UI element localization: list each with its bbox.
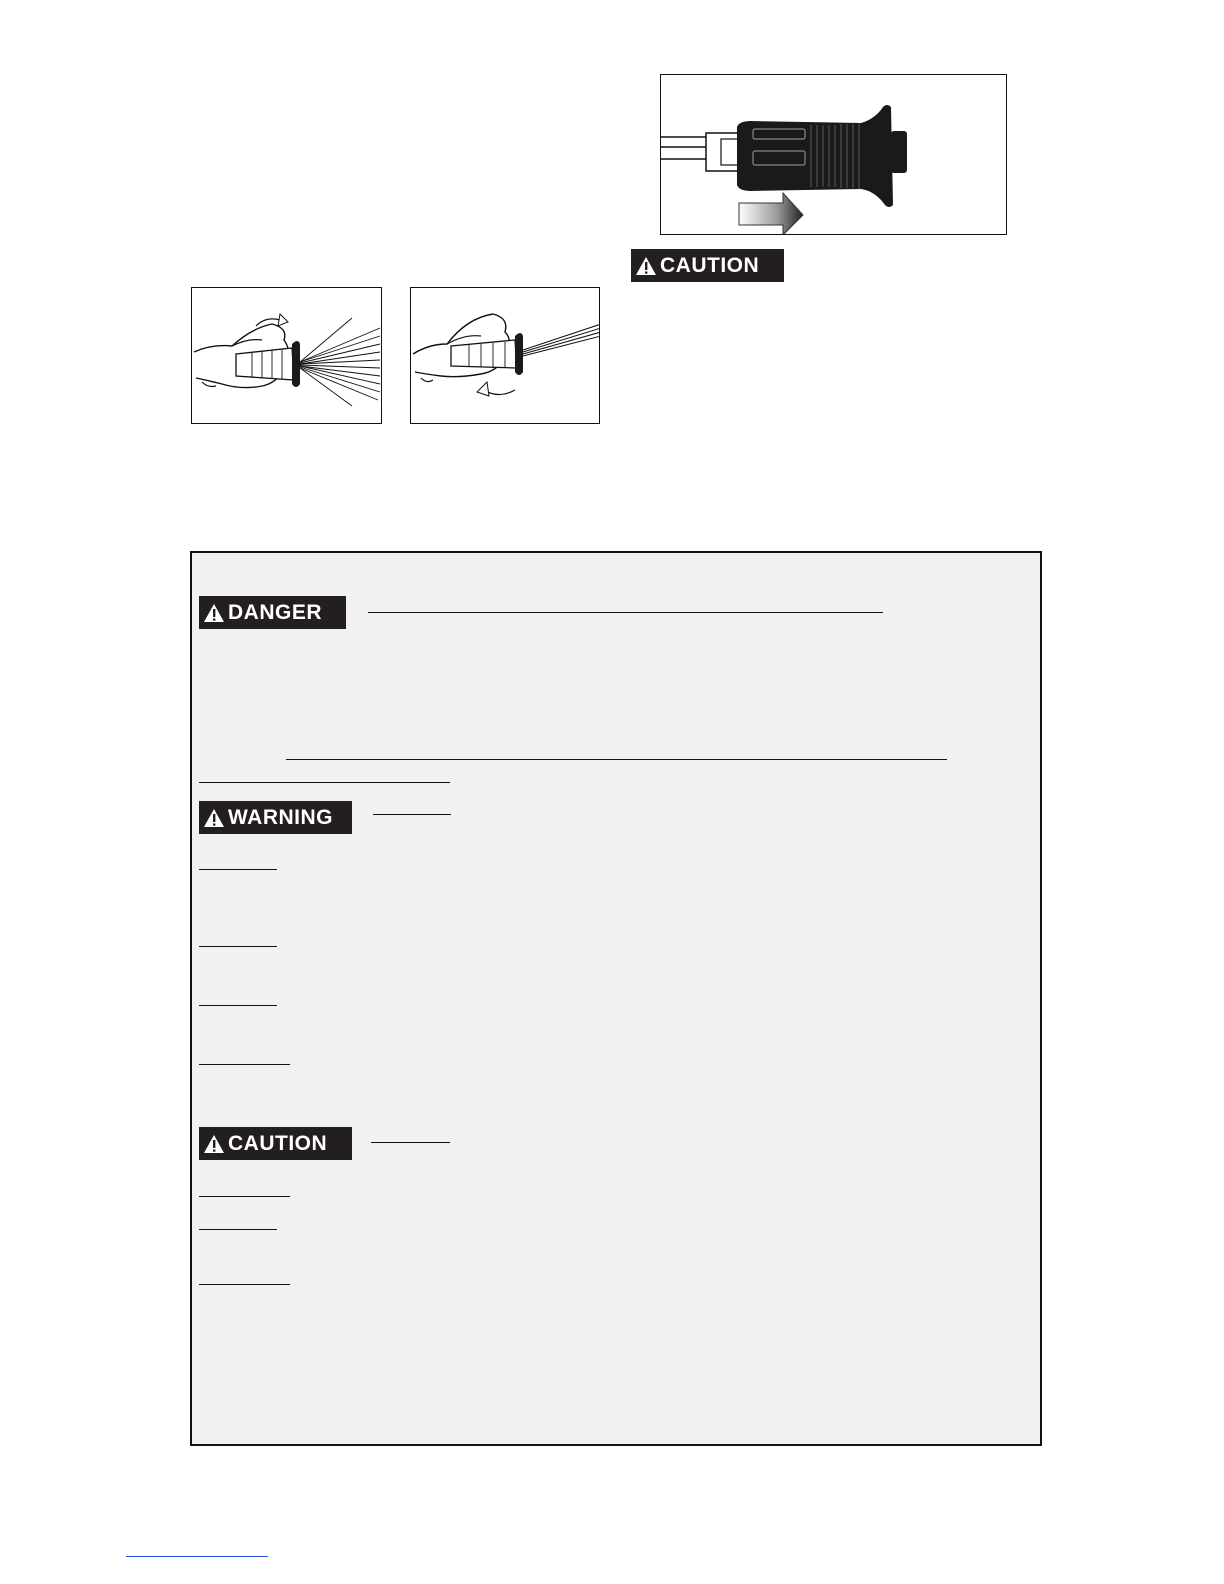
rule-caution-heading: [371, 1142, 450, 1143]
rule-danger-line-2: [199, 782, 450, 783]
footer-link[interactable]: [126, 1556, 268, 1557]
warning-triangle-icon: [635, 256, 657, 276]
danger-badge: [199, 596, 346, 629]
warning-triangle-icon: [203, 603, 225, 623]
rule-danger-line-1: [286, 759, 947, 760]
rule-danger-heading: [368, 612, 883, 613]
rule-caution-item-3: [199, 1284, 290, 1285]
caution-badge-top: [631, 249, 784, 282]
handle-illustration: [660, 74, 1007, 235]
rule-warning-item-2: [199, 946, 277, 947]
rule-warning-item-4: [199, 1064, 290, 1065]
hand-brush-drawing: [192, 288, 382, 424]
brush-bundled-illustration: [410, 287, 600, 424]
hand-bundle-drawing: [411, 288, 600, 424]
handle-drawing: [661, 75, 1007, 235]
brush-spread-illustration: [191, 287, 382, 424]
rule-caution-item-2: [199, 1229, 277, 1230]
safety-panel: [190, 551, 1042, 1446]
rule-caution-item-1: [199, 1196, 290, 1197]
warning-triangle-icon: [203, 808, 225, 828]
warning-triangle-icon: [203, 1134, 225, 1154]
warning-badge-label: WARNING: [228, 805, 333, 829]
warning-badge: [199, 801, 352, 834]
caution-badge-top-label: CAUTION: [660, 253, 760, 277]
rule-warning-item-1: [199, 869, 277, 870]
danger-badge-label: DANGER: [228, 600, 323, 624]
right-arrow-icon: [739, 193, 803, 235]
caution-badge-panel-label: CAUTION: [228, 1131, 328, 1155]
rule-warning-item-3: [199, 1005, 277, 1006]
caution-badge-panel: [199, 1127, 352, 1160]
rule-warning-heading: [373, 814, 451, 815]
